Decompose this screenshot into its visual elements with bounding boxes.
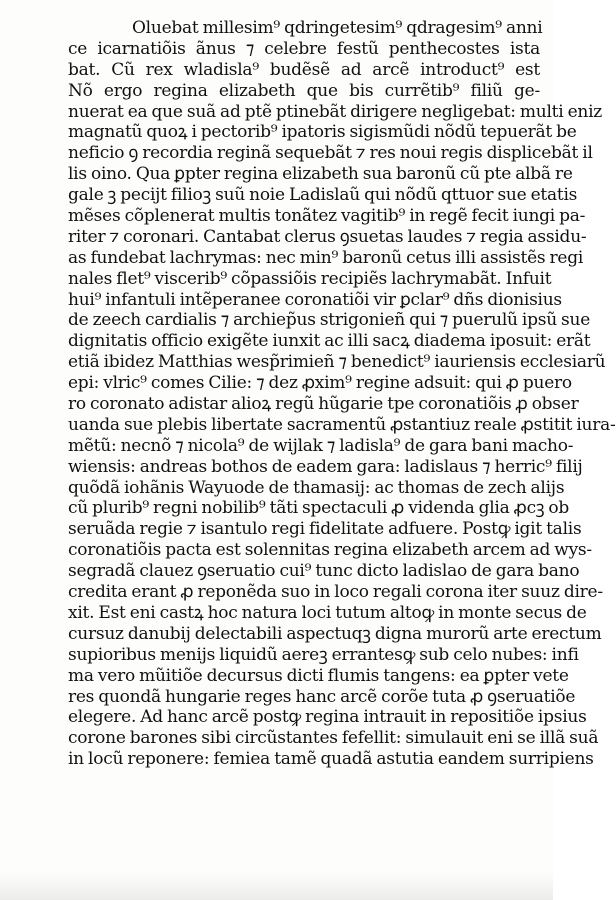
text-line: wiensis: andreas bothos de eadem gara: ladislaus ⁊ herric⁹ filij (68, 456, 583, 477)
text-line: neficio ꝯ recordia reginã sequebãt ⁊ res noui regis displicebãt il (68, 143, 593, 164)
text-line: magnatũ quoꝝ i pectorib⁹ ipatoris sigismũdi nõdũ tepuerãt be (68, 122, 577, 143)
text-line: hui⁹ infantuli intẽperanee coronatiõi vir ꝑclar⁹ dñs dionisius (68, 289, 562, 310)
text-line: supioribus menijs liquidũ aereꝫ errantesꝙ sub celo nubes: infi (68, 644, 579, 665)
text-line: mẽses cõplenerat multis tonãtez vagitib⁹ in regẽ fecit iungi pa- (68, 206, 586, 227)
text-line: de zeech cardialis ⁊ archiep̃us strigonieñ qui ⁊ puerulũ ipsũ sue (68, 310, 591, 331)
text-line: seruãda regie ⁊ isantulo regi fidelitate adfuere. Postꝙ igit talis (68, 519, 582, 540)
text-line: res quondã hungarie reges hanc arcẽ corõe tuta ꝓ ꝯseruatiõe (68, 686, 576, 707)
text-line: mẽtũ: necnõ ⁊ nicola⁹ de wijlak ⁊ ladisla⁹ de gara bani macho- (68, 435, 574, 456)
text-line: coronatiõis pacta est solennitas regina elizabeth arcem ad wys- (68, 540, 592, 561)
text-line: Nõ ergo regina elizabeth que bis currẽtib⁹ filiũ ge- (68, 80, 540, 101)
text-line: ce icarnatiõis ãnus ⁊ celebre festũ penthecostes ista (68, 38, 540, 59)
body-text (68, 18, 616, 770)
text-line: dignitatis officio exigẽte iunxit ac illi sacꝝ diadema iposuit: erãt (68, 331, 591, 352)
text-line: quõdã iohãnis Wayuode de thamasij: ac thomas de zech alijs (68, 477, 565, 498)
text-line: credita erant ꝓ reponẽda suo in loco regali corona iter suuz dire- (68, 582, 603, 603)
text-line: segradã clauez ꝯseruatio cui⁹ tunc dicto ladislao de gara bano (68, 561, 580, 582)
text-line: ma vero mũitiõe decursus dicti flumis tangens: ea ꝑpter vete (68, 665, 569, 686)
text-line: xit. Est eni castꝝ hoc natura loci tutum altoꝙ in monte secus de (68, 602, 587, 623)
text-line: lis oino. Qua ꝑpter regina elizabeth sua baronũ cũ pte albã re (68, 164, 573, 185)
text-line: epi: vlric⁹ comes Cilie: ⁊ dez ꝓxim⁹ regine adsuit: qui ꝓ puero (68, 373, 572, 394)
text-line: corone barones sibi circũstantes fefellit: simulauit eni se illã suã (68, 728, 599, 749)
text-line: bat. Cũ rex wladisla⁹ budẽsẽ ad arcẽ introduct⁹ est (68, 59, 540, 80)
text-line: Oluebat millesim⁹ qdringetesim⁹ qdragesim⁹ anni (132, 18, 543, 38)
text-line: cũ plurib⁹ regni nobilib⁹ tãti spectaculi ꝓ videnda glia ꝓcꝫ ob (68, 498, 570, 519)
text-line: elegere. Ad hanc arcẽ postꝙ regina intrauit in repositiõe ipsius (68, 707, 587, 728)
text-line: cursuz danubij delectabili aspectuqꝫ digna murorũ arte erectum (68, 623, 602, 644)
page-edge-shadow (0, 872, 553, 900)
text-line: as fundebat lachrymas: nec min⁹ baronũ cetus illi assistẽs regi (68, 247, 584, 268)
text-line: ro coronato adistar alioꝝ regũ hũgarie tpe coronatiõis ꝓ obser (68, 394, 579, 415)
text-line: nales flet⁹ viscerib⁹ cõpassiõis recipiẽs lachrymabãt. Infuit (68, 268, 552, 289)
text-line: uanda sue plebis libertate sacramentũ ꝓstantiuz reale ꝓstitit iura- (68, 414, 616, 435)
text-line: gale ꝫ pecijt filioꝫ suũ noie Ladislaũ qui nõdũ qttuor sue etatis (68, 185, 578, 206)
text-line: in locũ reponere: femiea tamẽ quadã astutia eandem surripiens (68, 749, 594, 770)
text-line: riter ⁊ coronari. Cantabat clerus ꝯsuetas laudes ⁊ regia assidu- (68, 226, 587, 247)
text-line: etiã ibidez Matthias wesp̃rimieñ ⁊ benedict⁹ iauriensis ecclesiarũ (68, 352, 606, 373)
text-line: nuerat ea que suã ad ptẽ ptinebãt dirigere negligebat: multi eniz (68, 101, 603, 122)
